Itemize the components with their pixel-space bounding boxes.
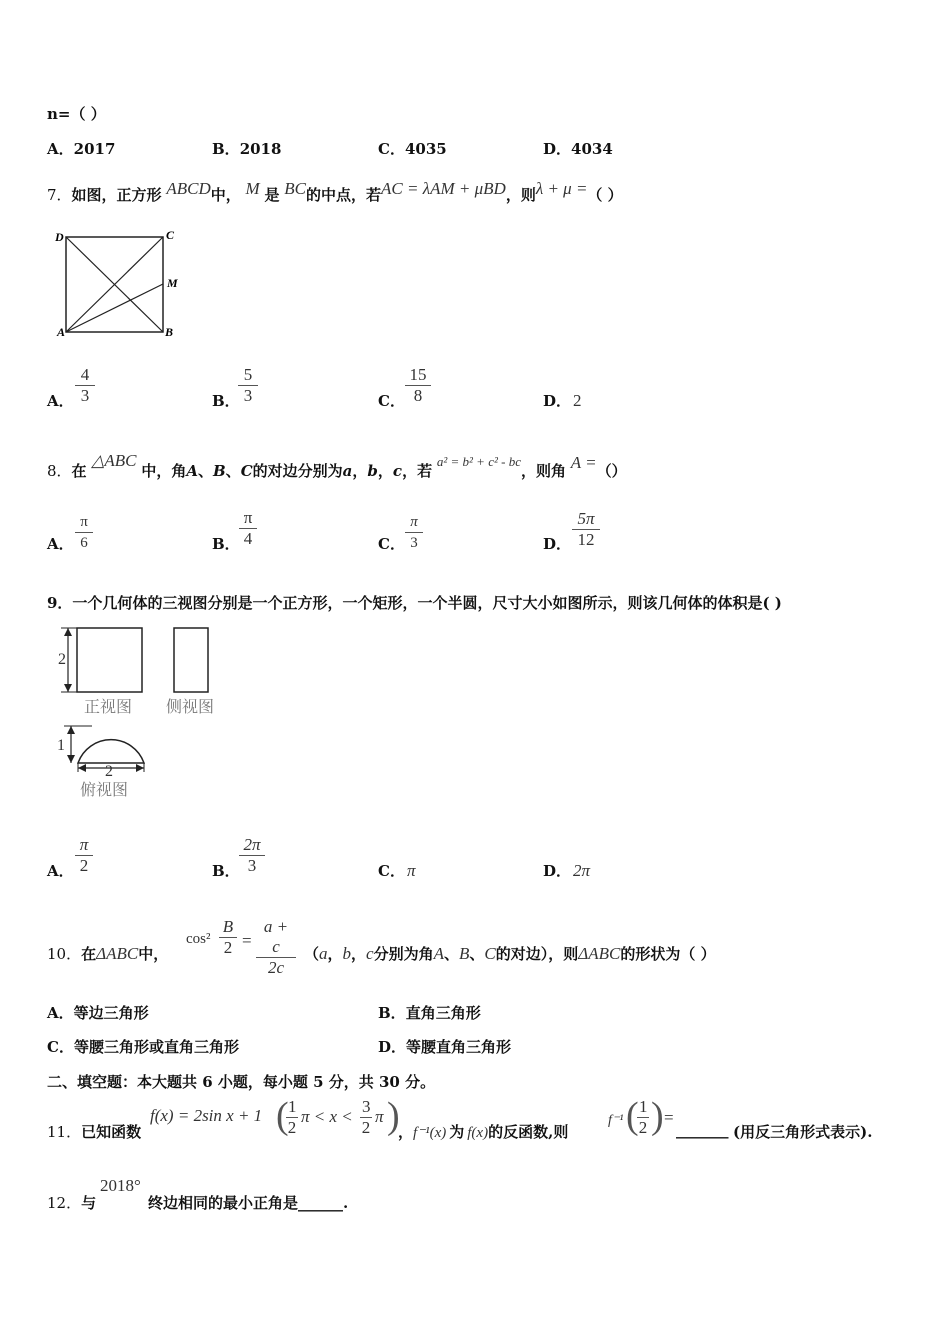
- q12-stem-part2: 终边相同的最小正角是______.: [148, 1194, 349, 1212]
- q6-option-a: A．2017: [47, 140, 116, 158]
- q8-option-b-fraction: $\frac{\pi}{4}$: [239, 508, 257, 549]
- q7-stem: 7．如图，正方形 ABCD中， M 是 BC的中点，若AC = λAM + μBD，则λ + μ =（ ）: [47, 179, 623, 204]
- q11-answer-blank[interactable]: _______: [676, 1121, 729, 1139]
- q7-option-d-label: D．: [543, 392, 572, 410]
- q7-option-b-fraction: $\frac{5}{3}$: [238, 365, 258, 406]
- q9-option-a-label: A．: [47, 862, 74, 880]
- q9-option-b-label: B．: [212, 862, 240, 880]
- q8-option-a-fraction: $\frac{\pi}{6}$: [75, 512, 93, 553]
- q11-cond-frac2: $\frac{3}{2}$: [361, 1097, 371, 1137]
- q11-function: f(x) = 2sin x + 1: [150, 1106, 263, 1125]
- q11-paren-close: ): [387, 1095, 400, 1137]
- label-c: C: [166, 228, 175, 242]
- q12-angle: 2018°: [100, 1176, 141, 1195]
- q11-cond-end: π: [375, 1107, 384, 1126]
- q8-stem: 8．在 △ABC 中，角A、B、C的对边分别为a，b，c，若 a² = b² + c² - bc，则角 A =（）: [47, 451, 627, 480]
- dim-2-label: 2: [58, 651, 66, 668]
- q11-arg-paren-close: ): [651, 1095, 664, 1137]
- q7-square-figure: [52, 226, 182, 341]
- dim-2b-label: 2: [105, 763, 113, 780]
- q6-option-c: C．4035: [378, 140, 447, 158]
- label-b: B: [165, 325, 174, 339]
- q11-eq: =: [664, 1108, 674, 1127]
- q10-stem-part1: 10．在ΔABC中，: [47, 944, 169, 963]
- q11-paren-open: (: [276, 1095, 289, 1137]
- q7-option-c-label: C．: [378, 392, 405, 410]
- q7-option-a-fraction: $\frac{4}{3}$: [75, 365, 95, 406]
- q11-cond-mid: π < x <: [301, 1107, 353, 1126]
- q7-option-d-value: 2: [573, 391, 582, 410]
- q9-three-views-figure: [52, 620, 242, 805]
- label-d: D: [55, 230, 64, 244]
- label-m: M: [167, 276, 178, 290]
- front-view-label: 正视图: [84, 699, 133, 716]
- q11-cond-frac1: $\frac{1}{2}$: [287, 1097, 297, 1137]
- q10-cos: cos²: [186, 931, 211, 947]
- label-a: A: [57, 325, 66, 339]
- q6-option-d: D．4034: [543, 140, 613, 158]
- q11-arg-paren-open: (: [626, 1095, 639, 1137]
- q8-option-d-fraction: $\frac{5\pi}{12}$: [572, 509, 600, 550]
- q7-option-b-label: B．: [212, 392, 240, 410]
- q8-option-c-fraction: $\frac{\pi}{3}$: [405, 512, 423, 553]
- dim-1-label: 1: [57, 737, 65, 754]
- q9-option-c-value: π: [407, 861, 416, 880]
- q10-option-d: D．等腰直角三角形: [378, 1038, 512, 1056]
- q8-option-c-label: C．: [378, 535, 405, 553]
- q8-option-b-label: B．: [212, 535, 240, 553]
- q11-note: (用反三角形式表示).: [733, 1123, 873, 1141]
- q10-option-b: B．直角三角形: [378, 1004, 481, 1022]
- q12-stem-part1: 12．与: [47, 1194, 97, 1212]
- q7-option-c-fraction: $\frac{15}{8}$: [405, 365, 431, 406]
- q6-stem-tail: n=（ ）: [47, 105, 106, 123]
- top-view-label: 俯视图: [80, 782, 129, 799]
- q6-option-b: B．2018: [212, 140, 282, 158]
- q11-stem-part2: ，f⁻¹(x) 为 f(x)的反函数,则: [398, 1123, 569, 1141]
- q9-option-a-fraction: $\frac{\pi}{2}$: [75, 835, 93, 876]
- q9-option-d-value: 2π: [573, 861, 591, 880]
- q10-frac-b2: $\frac{B}{2}$: [219, 917, 237, 958]
- q11-inverse-f: f⁻¹: [608, 1113, 624, 1128]
- section-heading-fill-in: 二、填空题：本大题共 6 小题，每小题 5 分，共 30 分。: [47, 1073, 436, 1091]
- q9-option-c-label: C．: [378, 862, 405, 880]
- q10-stem-part2: （a，b，c分别为角A、B、C的对边），则ΔABC的形状为（ ）: [304, 944, 716, 963]
- side-view-label: 侧视图: [166, 699, 215, 716]
- q10-frac-ac: $\frac{a + c}{2c}$: [256, 917, 296, 978]
- q10-option-c: C．等腰三角形或直角三角形: [47, 1038, 239, 1056]
- q10-option-a: A．等边三角形: [47, 1004, 149, 1022]
- q12-answer-blank[interactable]: ______: [298, 1194, 344, 1212]
- q10-eq: =: [242, 931, 252, 950]
- q8-option-d-label: D．: [543, 535, 572, 553]
- q11-stem-part1: 11．已知函数: [47, 1123, 142, 1141]
- q7-option-a-label: A．: [47, 392, 74, 410]
- q9-option-d-label: D．: [543, 862, 572, 880]
- q9-option-b-fraction: $\frac{2\pi}{3}$: [239, 835, 265, 876]
- q8-option-a-label: A．: [47, 535, 74, 553]
- q11-arg-frac: $\frac{1}{2}$: [638, 1097, 648, 1137]
- q9-stem: 9．一个几何体的三视图分别是一个正方形，一个矩形，一个半圆，尺寸大小如图所示，则该几何体的体积是( ): [47, 594, 782, 612]
